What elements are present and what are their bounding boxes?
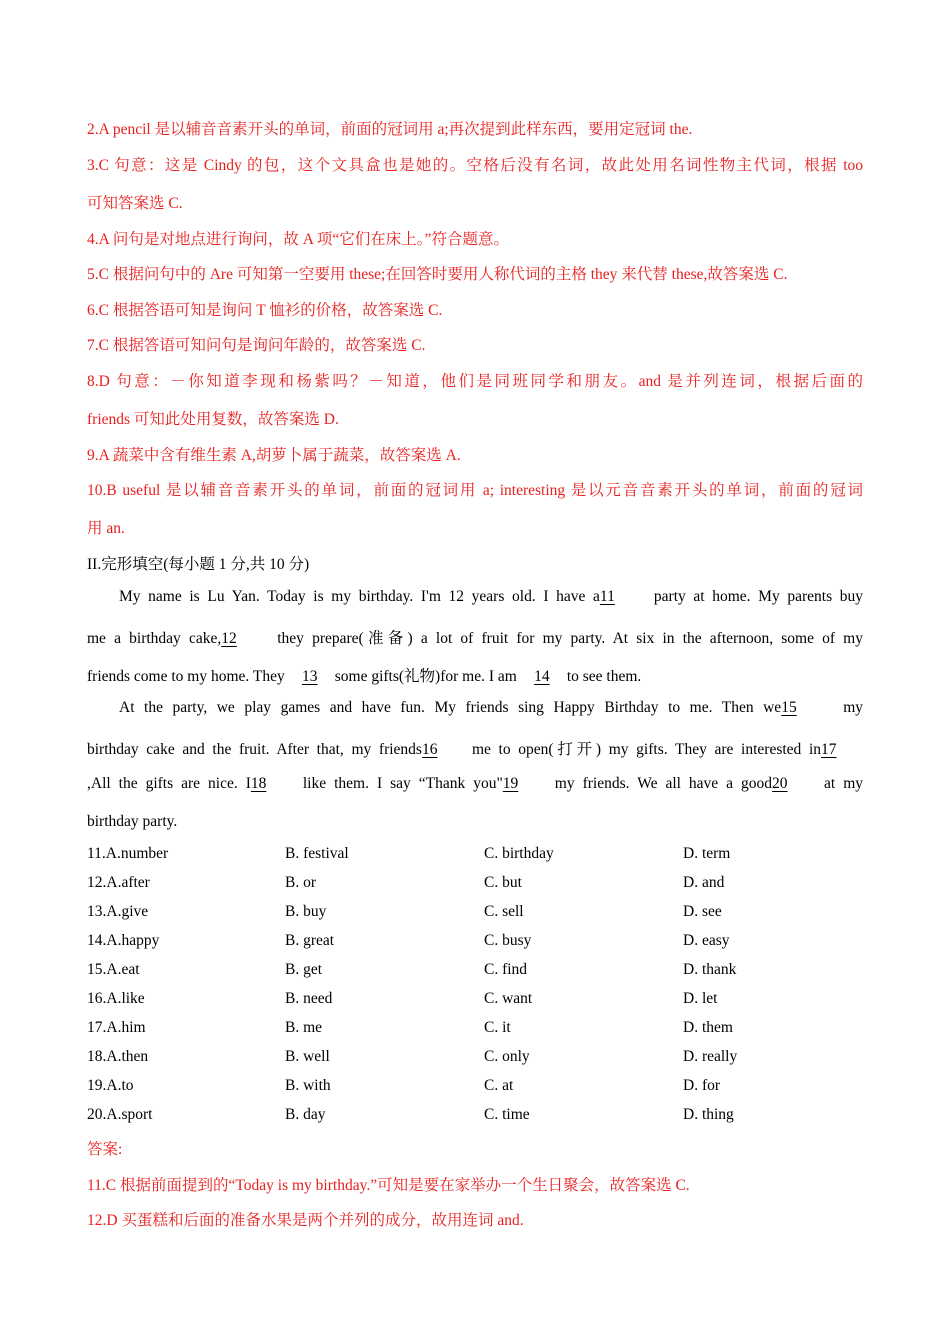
explanation-12: 12.D 买蛋糕和后面的准备水果是两个并列的成分，故用连词 and. (87, 1212, 524, 1229)
explanation-10: 10.B useful 是以辅音音素开头的单词，前面的冠词用 a; interesting 是以元音音素开头的单词，前面的冠词 (87, 482, 863, 499)
option-d: D. let (683, 990, 718, 1007)
blank-12: 12 (221, 630, 237, 647)
explanation-5: 5.C 根据问句中的 Are 可知第一空要用 these;在回答时要用人称代词的主格 they 来代替 these,故答案选 C. (87, 266, 788, 283)
section-title: II.完形填空(每小题 1 分,共 10 分) (87, 556, 310, 573)
option-b: B. day (285, 1106, 326, 1123)
option-c: C. busy (484, 932, 532, 949)
option-c: C. time (484, 1106, 530, 1123)
option-c: C. at (484, 1077, 514, 1094)
option-d: D. and (683, 874, 725, 891)
explanation-8-cont: friends 可知此处用复数，故答案选 D. (87, 411, 339, 428)
option-c: C. sell (484, 903, 524, 920)
option-a: 17.A.him (87, 1019, 146, 1036)
passage-line: friends come to my home. They 13 some gifts(礼物)for me. I am 14 to see them. (87, 668, 642, 685)
blank-18: 18 (250, 775, 267, 792)
option-b: B. well (285, 1048, 330, 1065)
option-b: B. get (285, 961, 323, 978)
passage-line: ,All the gifts are nice. I18 like them. I say “Thank you"19 my friends. We all have a good20 at my (87, 775, 864, 792)
explanation-8: 8.D 句意：－你知道李现和杨紫吗？－知道，他们是同班同学和朋友。and 是并列连词，根据后面的 (87, 373, 863, 390)
blank-20: 20 (772, 775, 788, 792)
option-b: B. me (285, 1019, 323, 1036)
option-a: 13.A.give (87, 903, 149, 920)
option-b: B. great (285, 932, 335, 949)
option-d: D. really (683, 1048, 738, 1065)
option-c: C. want (484, 990, 533, 1007)
option-b: B. with (285, 1077, 331, 1094)
option-a: 11.A.number (87, 845, 169, 862)
blank-13: 13 (301, 668, 318, 685)
option-b: B. or (285, 874, 316, 891)
option-d: D. term (683, 845, 731, 862)
option-c: C. but (484, 874, 522, 891)
option-a: 15.A.eat (87, 961, 140, 978)
option-b: B. need (285, 990, 333, 1007)
passage-line: birthday party. (87, 813, 178, 830)
explanation-6: 6.C 根据答语可知是询问 T 恤衫的价格，故答案选 C. (87, 302, 443, 319)
option-d: D. for (683, 1077, 721, 1094)
explanation-4: 4.A 问句是对地点进行询问，故 A 项“它们在床上。”符合题意。 (87, 231, 509, 248)
passage-line: At the party, we play games and have fun. My friends sing Happy Birthday to me. Then we15 my (119, 699, 863, 716)
passage-line: me a birthday cake,12 they prepare(准备) a lot of fruit for my party. At six in the afternoon, some of my (87, 630, 863, 647)
explanation-3: 3.C 句意：这是 Cindy 的包，这个文具盒也是她的。空格后没有名词，故此处用名词性物主代词，根据 too (87, 157, 863, 174)
option-a: 16.A.like (87, 990, 145, 1007)
explanation-10-cont: 用 an. (87, 520, 125, 537)
option-d: D. thank (683, 961, 737, 978)
explanation-11: 11.C 根据前面提到的“Today is my birthday.”可知是要在家举办一个生日聚会，故答案选 C. (87, 1177, 690, 1194)
passage-line: My name is Lu Yan. Today is my birthday. I'm 12 years old. I have a11 party at home. My parents buy (119, 588, 864, 605)
blank-11: 11 (599, 588, 615, 605)
option-c: C. find (484, 961, 528, 978)
option-c: C. it (484, 1019, 511, 1036)
option-d: D. thing (683, 1106, 734, 1123)
explanation-7: 7.C 根据答语可知问句是询问年龄的，故答案选 C. (87, 337, 426, 354)
option-d: D. see (683, 903, 722, 920)
answer-label: 答案: (87, 1141, 123, 1158)
explanation-9: 9.A 蔬菜中含有维生素 A,胡萝卜属于蔬菜，故答案选 A. (87, 447, 461, 464)
option-a: 12.A.after (87, 874, 150, 891)
option-a: 20.A.sport (87, 1106, 153, 1123)
blank-14: 14 (534, 668, 550, 685)
explanation-3-cont: 可知答案选 C. (87, 195, 183, 212)
option-b: B. festival (285, 845, 349, 862)
option-c: C. only (484, 1048, 530, 1065)
option-a: 18.A.then (87, 1048, 149, 1065)
explanation-2: 2.A pencil 是以辅音音素开头的单词，前面的冠词用 a;再次提到此样东西，要用定冠词 the. (87, 121, 693, 138)
option-d: D. easy (683, 932, 730, 949)
option-a: 19.A.to (87, 1077, 134, 1094)
passage-line: birthday cake and the fruit. After that, my friends16 me to open(打开) my gifts. They are interested in17 (87, 737, 863, 759)
option-c: C. birthday (484, 845, 554, 862)
blank-16: 16 (421, 741, 438, 758)
blank-19: 19 (502, 775, 519, 792)
option-a: 14.A.happy (87, 932, 160, 949)
blank-17: 17 (821, 741, 837, 758)
option-d: D. them (683, 1019, 733, 1036)
option-b: B. buy (285, 903, 327, 920)
blank-15: 15 (781, 699, 797, 716)
